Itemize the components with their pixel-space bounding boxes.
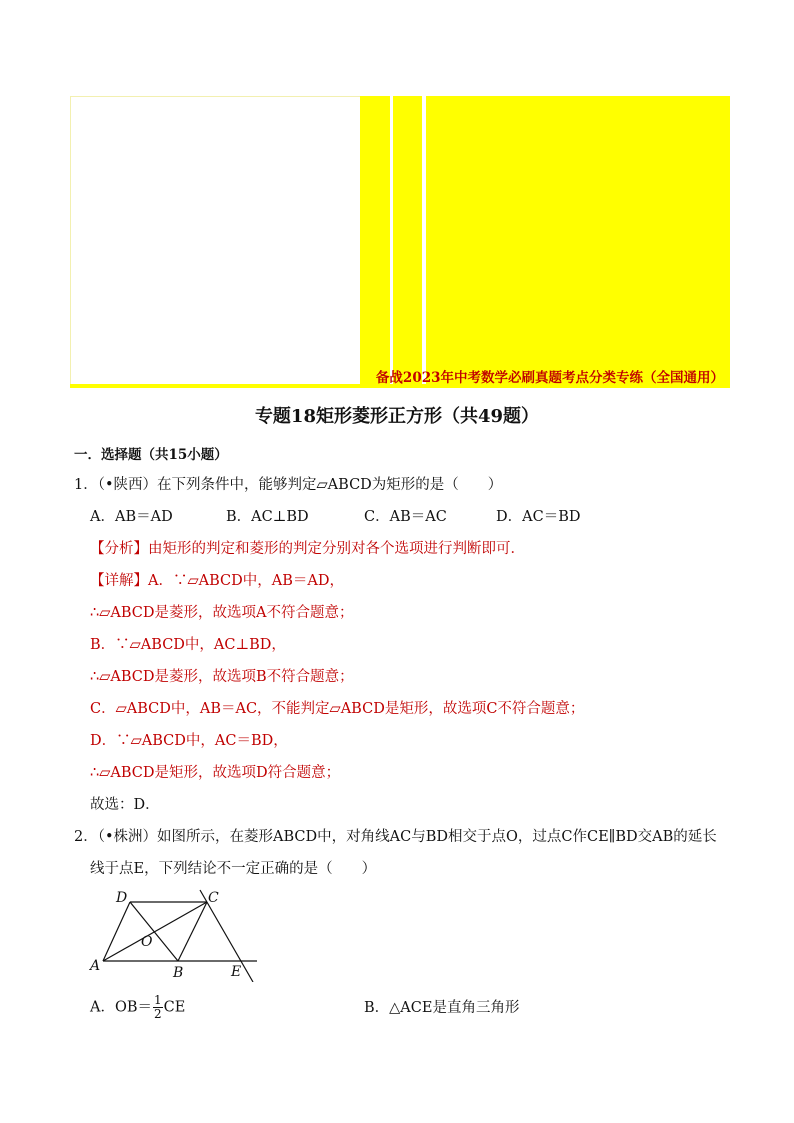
option-a-prefix: A．OB＝: [90, 999, 153, 1016]
fraction-numerator: 1: [154, 993, 162, 1007]
question-2-stem: 2．（•株洲）如图所示，在菱形ABCD中，对角线AC与BD相交于点O，过点C作CE∥BD交AB的延长: [74, 829, 717, 845]
label-o: O: [141, 934, 153, 950]
page-title: 专题18矩形菱形正方形（共49题）: [254, 406, 540, 427]
solution-line: ∴▱ABCD是矩形，故选项D符合题意；: [90, 765, 341, 781]
question-1-answer: 故选：D．: [90, 797, 160, 813]
option-d: D．AC＝BD: [496, 509, 581, 525]
diagonal-bd: [130, 902, 178, 961]
option-b: B．AC⊥BD: [226, 509, 309, 525]
banner-stripe: [393, 96, 422, 388]
header-banner: [70, 96, 730, 388]
question-1-analysis: 【分析】由矩形的判定和菱形的判定分别对各个选项进行判断即可．: [90, 541, 525, 557]
option-a-suffix: CE: [163, 999, 186, 1016]
solution-line: ∴▱ABCD是菱形，故选项B不符合题意；: [90, 669, 354, 685]
question-2-stem-cont: 线于点E，下列结论不一定正确的是（ ）: [90, 861, 377, 877]
banner-stripe: [360, 96, 390, 388]
banner-blank-panel: [70, 96, 361, 385]
label-a: A: [90, 958, 101, 974]
label-c: C: [208, 890, 219, 906]
question-2-option-a: [90, 994, 185, 1021]
fraction-one-half: [153, 994, 163, 1021]
banner-stripe: [426, 96, 730, 388]
label-b: B: [173, 965, 184, 981]
section-heading: 一．选择题（共15小题）: [74, 447, 228, 463]
diagonal-ac: [103, 902, 207, 961]
solution-line: 【详解】A．∵▱ABCD中，AB＝AD，: [90, 573, 344, 589]
solution-line: D．∵▱ABCD中，AC＝BD，: [90, 733, 288, 749]
question-2-option-b: B．△ACE是直角三角形: [364, 1000, 520, 1016]
solution-line: C．▱ABCD中，AB＝AC，不能判定▱ABCD是矩形，故选项C不符合题意；: [90, 701, 585, 717]
question-1-stem: 1．（•陕西）在下列条件中，能够判定▱ABCD为矩形的是（ ）: [74, 477, 503, 493]
label-d: D: [116, 890, 128, 906]
solution-line: B．∵▱ABCD中，AC⊥BD，: [90, 637, 286, 653]
banner-series-tag: 备战2023年中考数学必刷真题考点分类专练（全国通用）: [375, 370, 724, 386]
solution-line: ∴▱ABCD是菱形，故选项A不符合题意；: [90, 605, 354, 621]
fraction-denominator: 2: [154, 1007, 162, 1021]
label-e: E: [231, 964, 242, 980]
option-c: C．AB＝AC: [364, 509, 447, 525]
side-ad: [103, 902, 130, 961]
rhombus-figure: [85, 882, 265, 982]
option-a: A．AB＝AD: [90, 509, 173, 525]
